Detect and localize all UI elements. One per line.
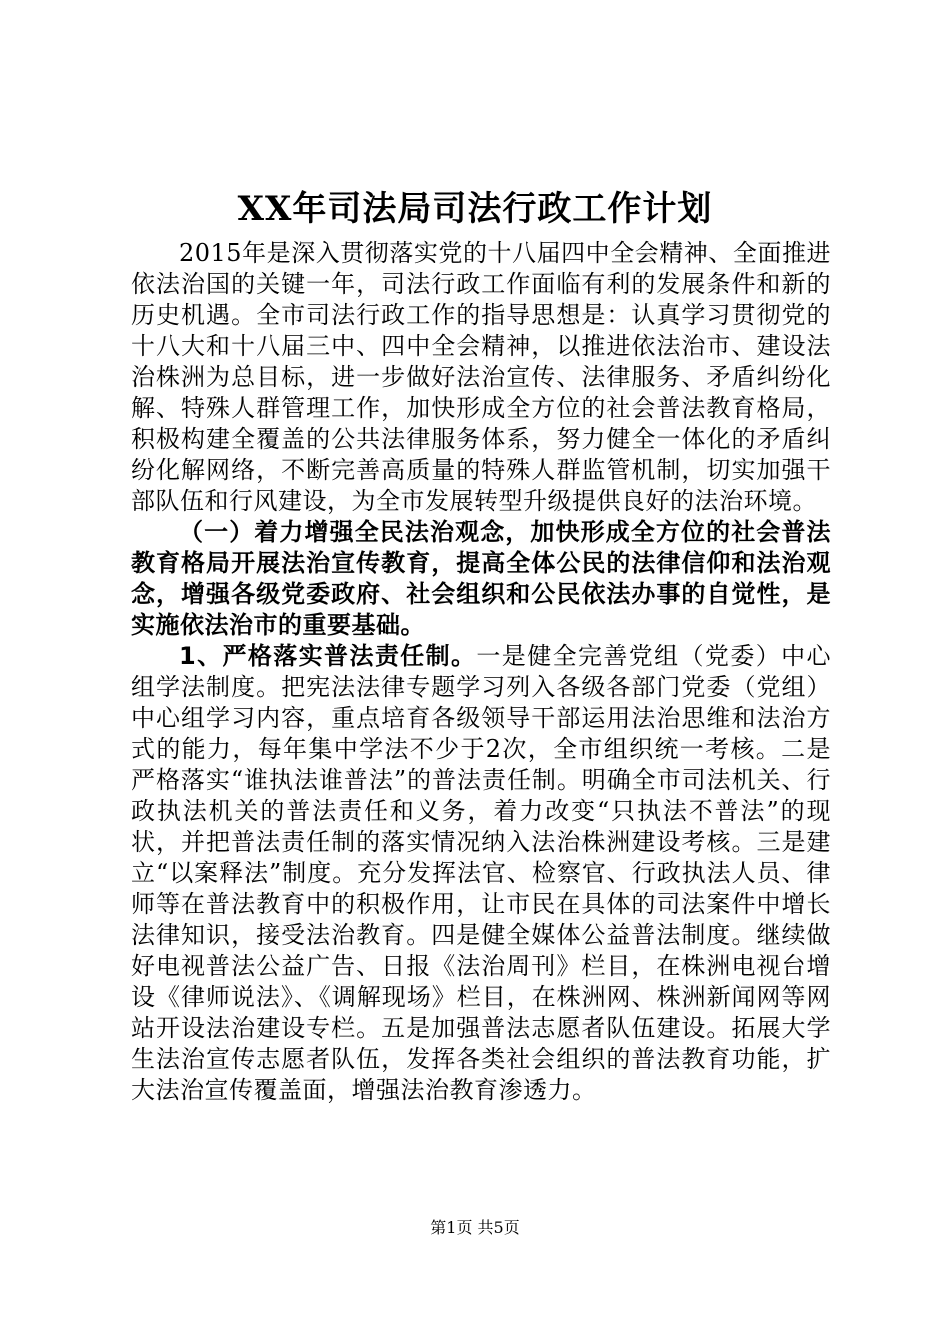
intro-paragraph: 2015年是深入贯彻落实党的十八届四中全会精神、全面推进依法治国的关键一年，司法行政工作面临有利的发展条件和新的历史机遇。全市司法行政工作的指导思想是：认真学习贯彻党的十八大和十八届三中、四中全会精神，以推进依法治市、建设法治株洲为总目标，进一步做好法治宣传、法律服务、矛盾纠纷化解、特殊人群管理工作，加快形成全方位的社会普法教育格局，积极构建全覆盖的公共法律服务体系，努力健全一体化的矛盾纠纷化解网络，不断完善高质量的特殊人群监管机制，切实加强干部队伍和行风建设，为全市发展转型升级提供良好的法治环境。 (131, 239, 831, 515)
item-paragraph (131, 641, 831, 1106)
item-body: 一是健全完善党组（党委）中心组学法制度。把宪法法律专题学习列入各级各部门党委（党组）中心组学习内容，重点培育各级领导干部运用法治思维和法治方式的能力，每年集中学法不少于2次，全市组织统一考核。二是严格落实“谁执法谁普法”的普法责任制。明确全市司法机关、行政执法机关的普法责任和义务，着力改变“只执法不普法”的现状，并把普法责任制的落实情况纳入法治株洲建设考核。三是建立“以案释法”制度。充分发挥法官、检察官、行政执法人员、律师等在普法教育中的积极作用，让市民在具体的司法案件中增长法律知识，接受法治教育。四是健全媒体公益普法制度。继续做好电视普法公益广告、日报《法治周刊》栏目，在株洲电视台增设《律师说法》、《调解现场》栏目，在株洲网、株洲新闻网等网站开设法治建设专栏。五是加强普法志愿者队伍建设。拓展大学生法治宣传志愿者队伍，发挥各类社会组织的普法教育功能，扩大法治宣传覆盖面，增强法治教育渗透力。 (131, 642, 831, 1104)
section-heading-paragraph: （一）着力增强全民法治观念，加快形成全方位的社会普法教育格局开展法治宣传教育，提高全体公民的法律信仰和法治观念，增强各级党委政府、社会组织和公民依法办事的自觉性，是实施依法治市的重要基础。 (131, 518, 831, 639)
document-title: XX年司法局司法行政工作计划 (237, 189, 713, 229)
page-footer: 第1页 共5页 (430, 1218, 520, 1237)
item-title: 1、严格落实普法责任制。 (179, 642, 477, 670)
document-body (131, 238, 831, 1106)
